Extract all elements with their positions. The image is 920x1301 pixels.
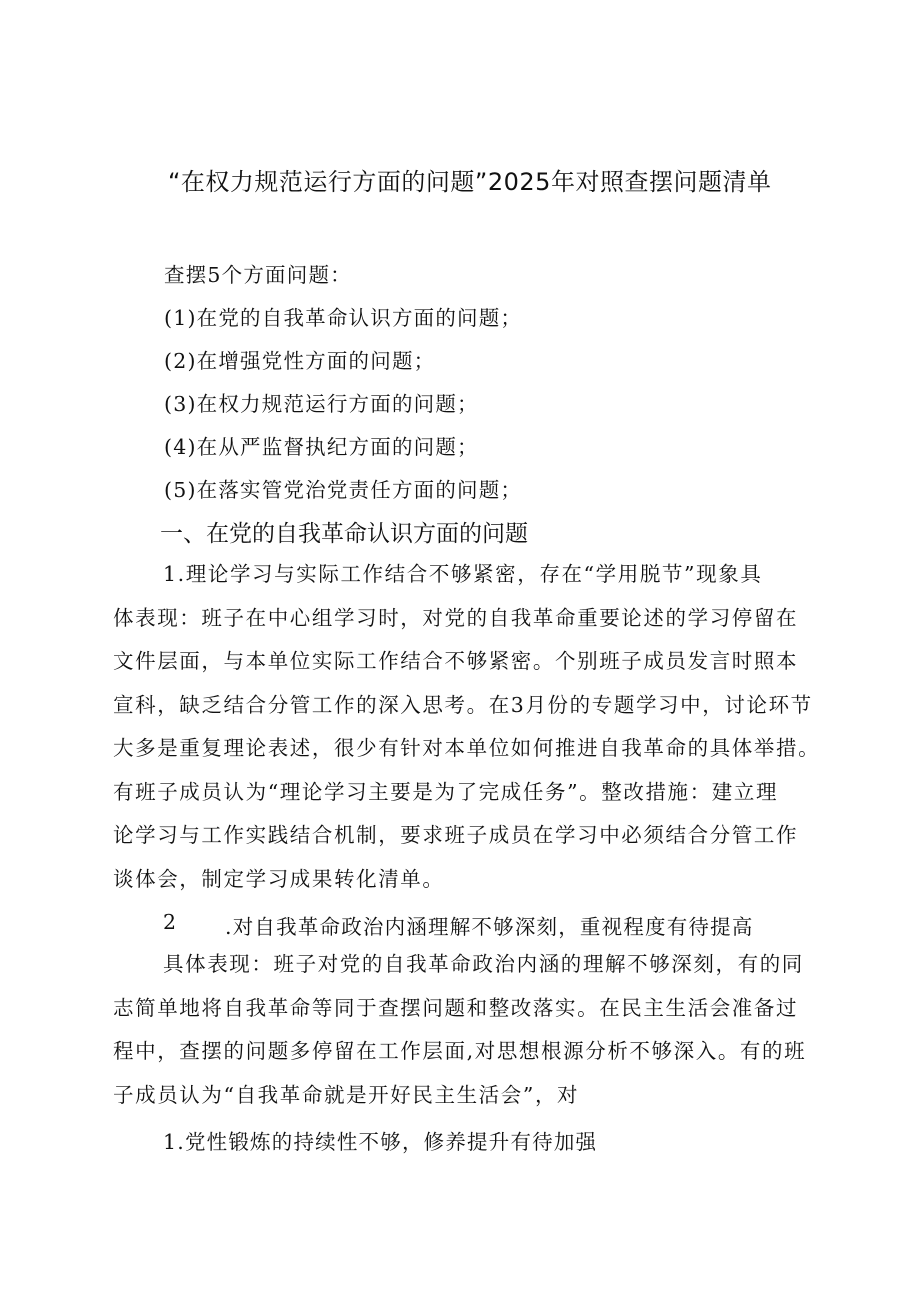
paragraph-line: 论学习与工作实践结合机制，要求班子成员在学习中必须结合分管工作 bbox=[113, 823, 799, 847]
paragraph-line: 志简单地将自我革命等同于查摆问题和整改落实。在民主生活会准备过 bbox=[113, 995, 799, 1020]
item2-title: .对自我革命政治内涵理解不够深刻，重视程度有待提高 bbox=[225, 915, 754, 939]
paragraph-line: 文件层面，与本单位实际工作结合不够紧密。个别班子成员发言时照本 bbox=[113, 649, 799, 673]
paragraph-2 bbox=[113, 943, 833, 1117]
list-item: (3)在权力规范运行方面的问题； bbox=[164, 392, 479, 416]
list-item: (5)在落实管党治党责任方面的问题； bbox=[164, 478, 523, 502]
paragraph-1 bbox=[113, 553, 833, 901]
paragraph-line: 有班子成员认为“理论学习主要是为了完成任务”。整改措施：建立理 bbox=[113, 779, 779, 804]
paragraph-line: 程中，查摆的问题多停留在工作层面,对思想根源分析不够深入。有的班 bbox=[113, 1039, 807, 1063]
paragraph-line: 1.理论学习与实际工作结合不够紧密，存在“学用脱节”现象具 bbox=[163, 562, 763, 586]
document-title: “在权力规范运行方面的问题”2025年对照查摆问题清单 bbox=[168, 168, 772, 196]
paragraph-line: 具体表现：班子对党的自我革命政治内涵的理解不够深刻，有的同 bbox=[163, 952, 804, 976]
paragraph-line: 大多是重复理论表述，很少有针对本单位如何推进自我革命的具体举措。 bbox=[113, 736, 821, 760]
paragraph-line: 体表现：班子在中心组学习时，对党的自我革命重要论述的学习停留在 bbox=[113, 605, 799, 630]
list-item: (2)在增强党性方面的问题； bbox=[164, 349, 436, 373]
list-item: (4)在从严监督执纪方面的问题； bbox=[164, 435, 479, 459]
list-item: (1)在党的自我革命认识方面的问题； bbox=[164, 306, 523, 330]
paragraph-line: 宣科，缺乏结合分管工作的深入思考。在3月份的专题学习中，讨论环节 bbox=[113, 692, 813, 717]
section-heading: 一、在党的自我革命认识方面的问题 bbox=[160, 521, 528, 547]
paragraph-line: 子成员认为“自我革命就是开好民主生活会”，对 bbox=[113, 1082, 580, 1107]
item2-number: 2 bbox=[163, 910, 178, 934]
item3-title: 1.党性锻炼的持续性不够，修养提升有待加强 bbox=[163, 1130, 598, 1154]
intro-text: 查摆5个方面问题： bbox=[164, 263, 352, 287]
paragraph-line: 谈体会，制定学习成果转化清单。 bbox=[113, 866, 445, 891]
